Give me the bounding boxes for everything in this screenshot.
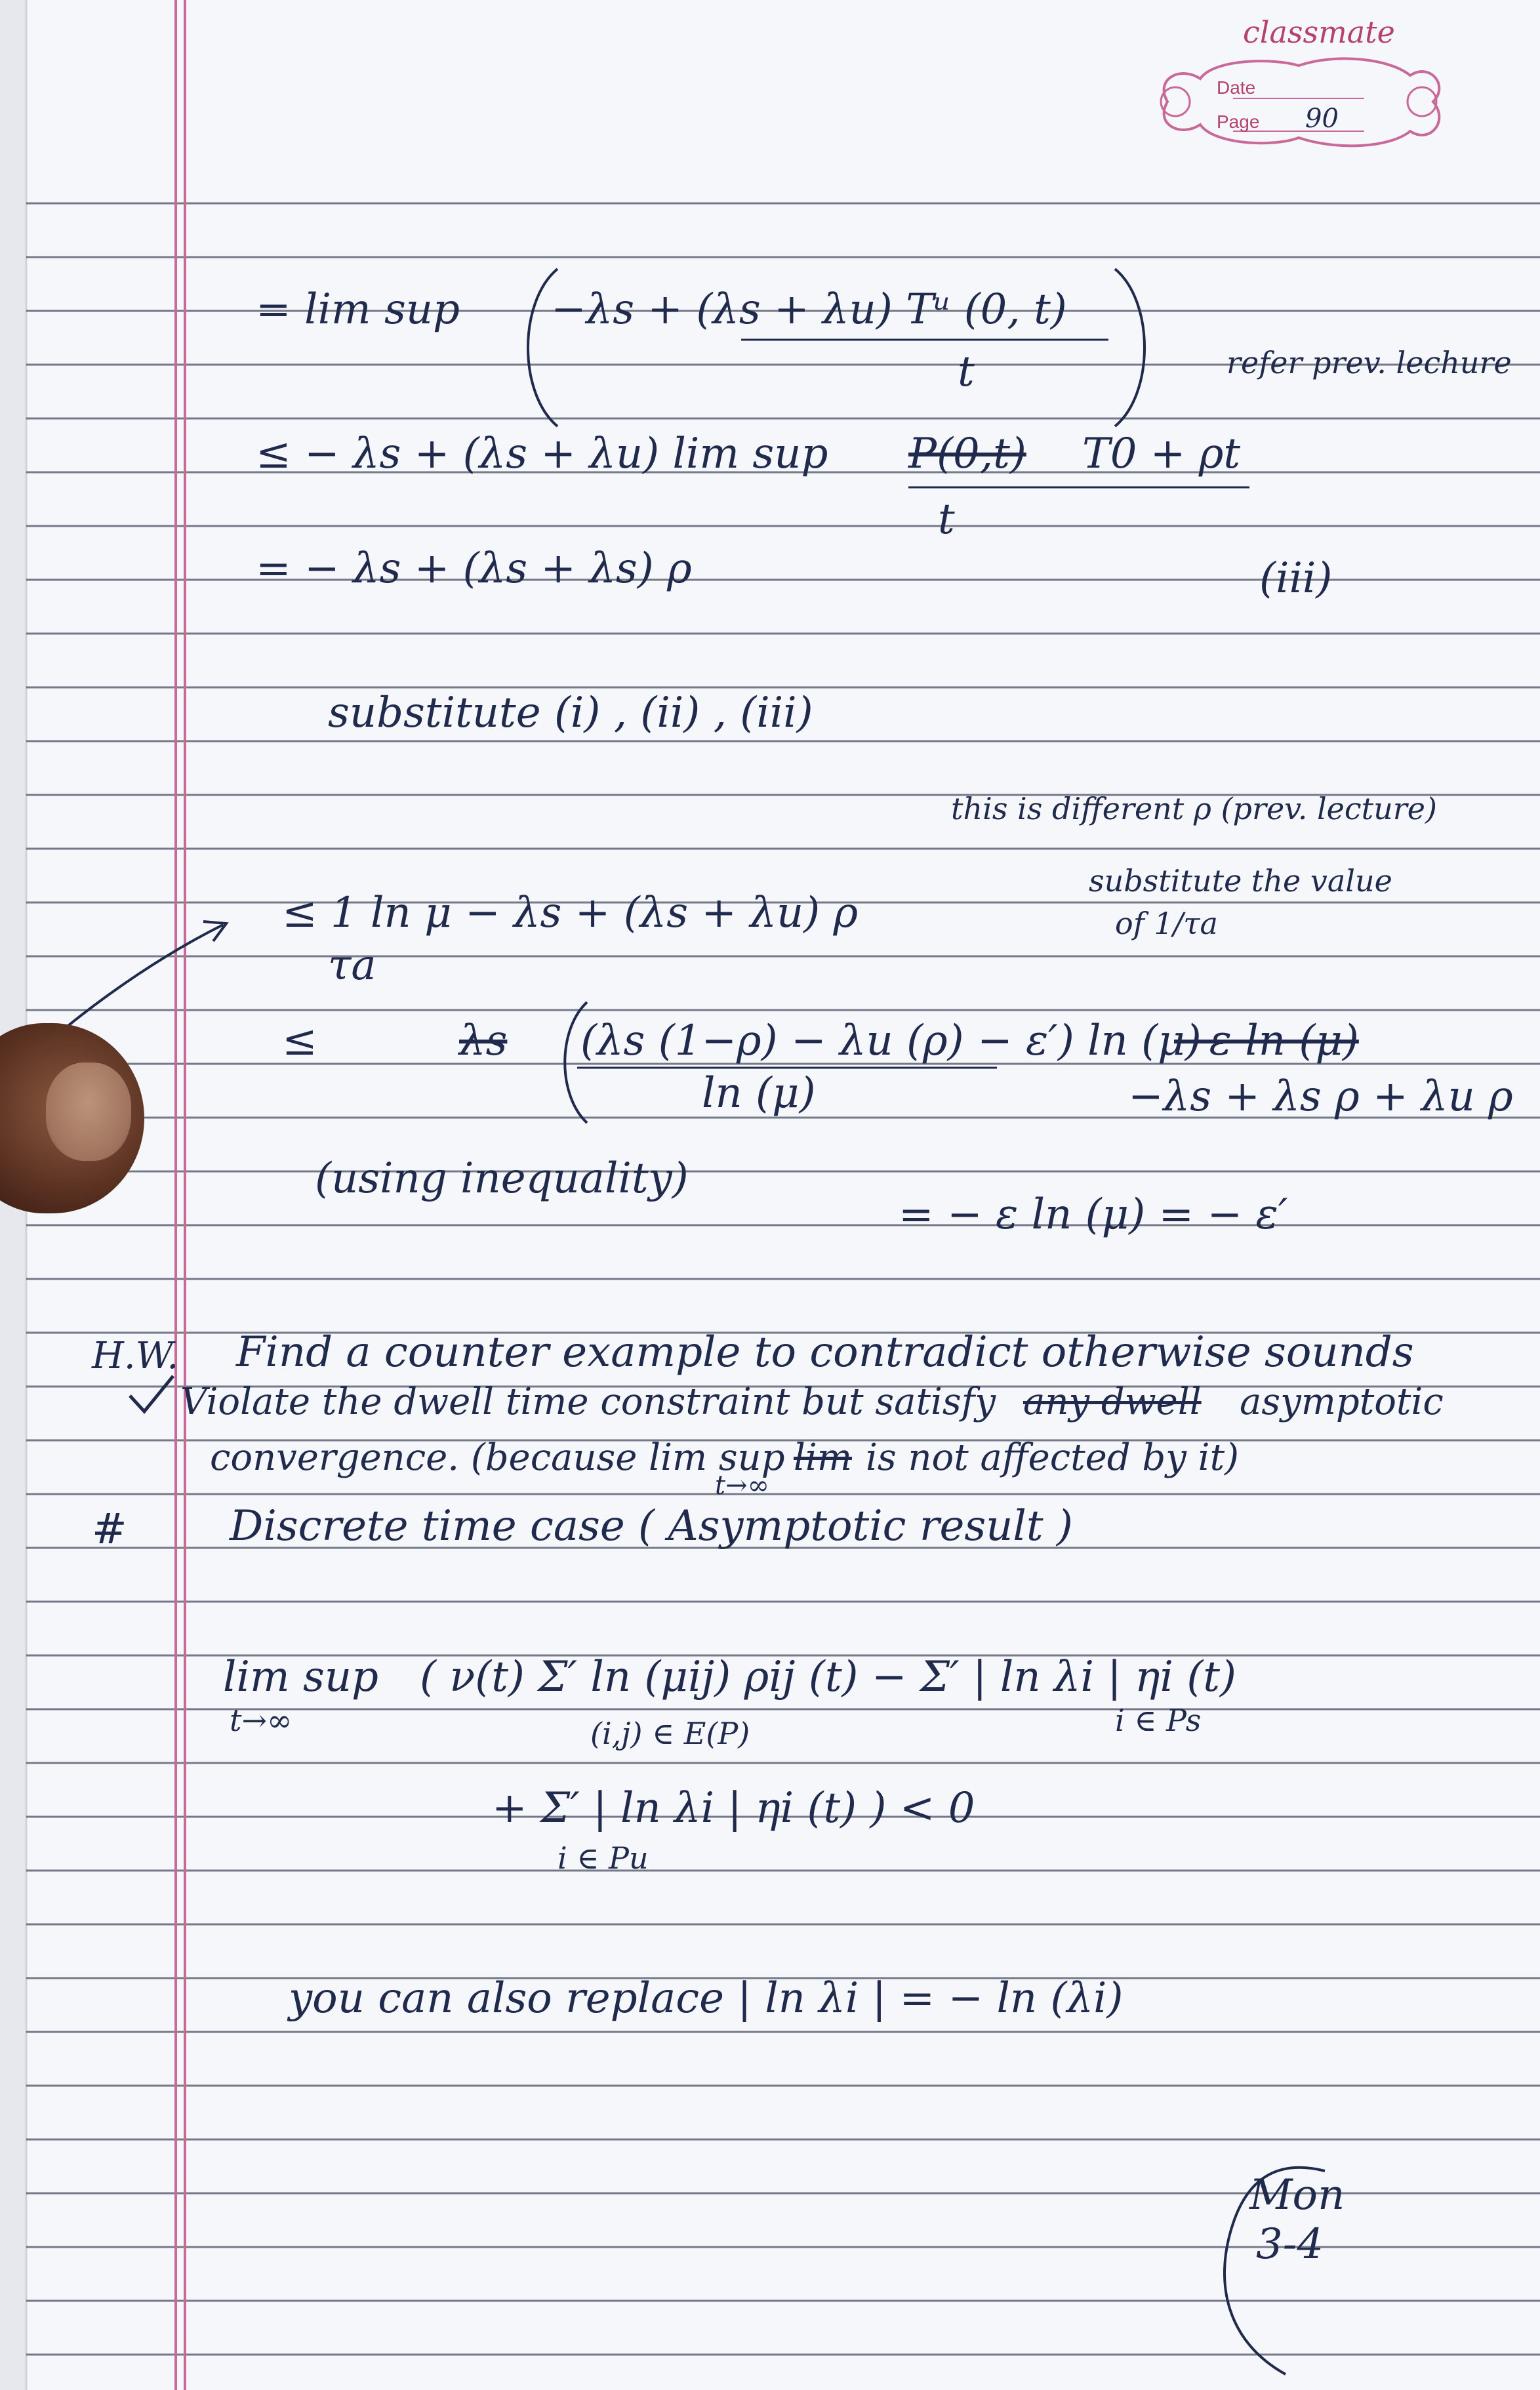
le-sign: ≤ — [282, 1017, 317, 1065]
formula-line-2: + Σ′ | ln λi | ηi (t) ) < 0 — [492, 1784, 975, 1833]
using-inequality-note: (using inequality) — [315, 1154, 689, 1203]
equality-line-3: = − λs + (λs + λs) ρ — [256, 544, 692, 593]
hw-line-1: Find a counter example to contradict otherwise sounds — [236, 1328, 1414, 1377]
date-label: Date — [1217, 77, 1256, 98]
page-label: Page — [1217, 111, 1260, 132]
line2-numerator: T0 + ρt — [1082, 430, 1241, 478]
line6-denominator: ln (μ) — [702, 1069, 816, 1118]
signoff-time: 3-4 — [1256, 2220, 1324, 2269]
refer-note: refer prev. lechure — [1226, 345, 1512, 380]
hw-line-2-struck: any dwell — [1023, 1381, 1202, 1423]
formula-subscript-edges: (i,j) ∈ E(P) — [590, 1716, 750, 1751]
section-title: Discrete time case ( Asymptotic result ) — [230, 1502, 1073, 1550]
epsilon-result: = − ε ln (μ) = − ε′ — [899, 1190, 1288, 1239]
line6-numerator: (λs (1−ρ) − λu (ρ) − ε′) ln (μ) — [580, 1017, 1202, 1065]
section-hash: # — [92, 1505, 127, 1554]
struck-term: P(0,t) — [908, 430, 1026, 478]
fraction-bar-2 — [908, 485, 1249, 489]
thumbnail-highlight — [46, 1063, 131, 1161]
brand-logo: classmate — [1243, 14, 1395, 50]
right-paren-big — [1108, 262, 1167, 433]
hw-line-3-struck: lim — [794, 1436, 852, 1479]
bound-line-5: ≤ 1 ln μ − λs + (λs + λu) ρ — [282, 889, 859, 937]
hw-line-2b: asymptotic — [1240, 1381, 1444, 1423]
tau-a-denominator: τa — [328, 941, 376, 990]
inequality-line-2: ≤ − λs + (λs + λu) lim sup — [256, 430, 828, 478]
fraction-bar-1 — [741, 338, 1108, 342]
limsup-denominator: t — [958, 348, 975, 396]
hw-line-2a: Violate the dwell time constraint but satisfy — [180, 1381, 996, 1423]
page-number: 90 — [1305, 104, 1339, 134]
line2-denominator: t — [938, 495, 955, 544]
hw-label: H.W. — [92, 1335, 179, 1377]
formula-main: ( ν(t) Σ′ ln (μij) ρij (t) − Σ′ | ln λi | ηi (t) — [420, 1653, 1236, 1701]
formula-subscript-ps: i ∈ Ps — [1115, 1703, 1202, 1738]
struck-epsilon-term: −ε ln (μ) — [1174, 1017, 1359, 1065]
checkmark-icon — [125, 1371, 177, 1417]
hw-line-3a: convergence. (because lim sup — [210, 1436, 785, 1479]
date-page-stamp — [1141, 39, 1456, 164]
struck-lambda: λs — [459, 1017, 508, 1065]
one-over-tau-note: of 1/τa — [1115, 906, 1218, 941]
substitute-line: substitute (i) , (ii) , (iii) — [328, 689, 813, 737]
hw-line-3-subscript: t→∞ — [715, 1470, 769, 1501]
limsup-numerator: −λs + (λs + λu) Tᵘ (0, t) — [551, 285, 1067, 334]
substitute-value-note: substitute the value — [1089, 863, 1392, 899]
signoff-day: Mon — [1249, 2171, 1345, 2219]
equation-tag-iii: (iii) — [1259, 554, 1333, 603]
replace-note: you can also replace | ln λi | = − ln (λi) — [289, 1974, 1124, 2023]
hw-line-3b: is not affected by it) — [866, 1436, 1239, 1479]
formula-limsup: lim sup — [223, 1653, 378, 1701]
formula-subscript-pu: i ∈ Pu — [557, 1840, 649, 1876]
limsup-prefix: = lim sup — [256, 285, 460, 334]
different-rho-note: this is different ρ (prev. lecture) — [951, 791, 1437, 826]
line6-right-expansion: −λs + λs ρ + λu ρ — [1128, 1072, 1513, 1121]
formula-limsup-subscript: t→∞ — [230, 1703, 293, 1738]
